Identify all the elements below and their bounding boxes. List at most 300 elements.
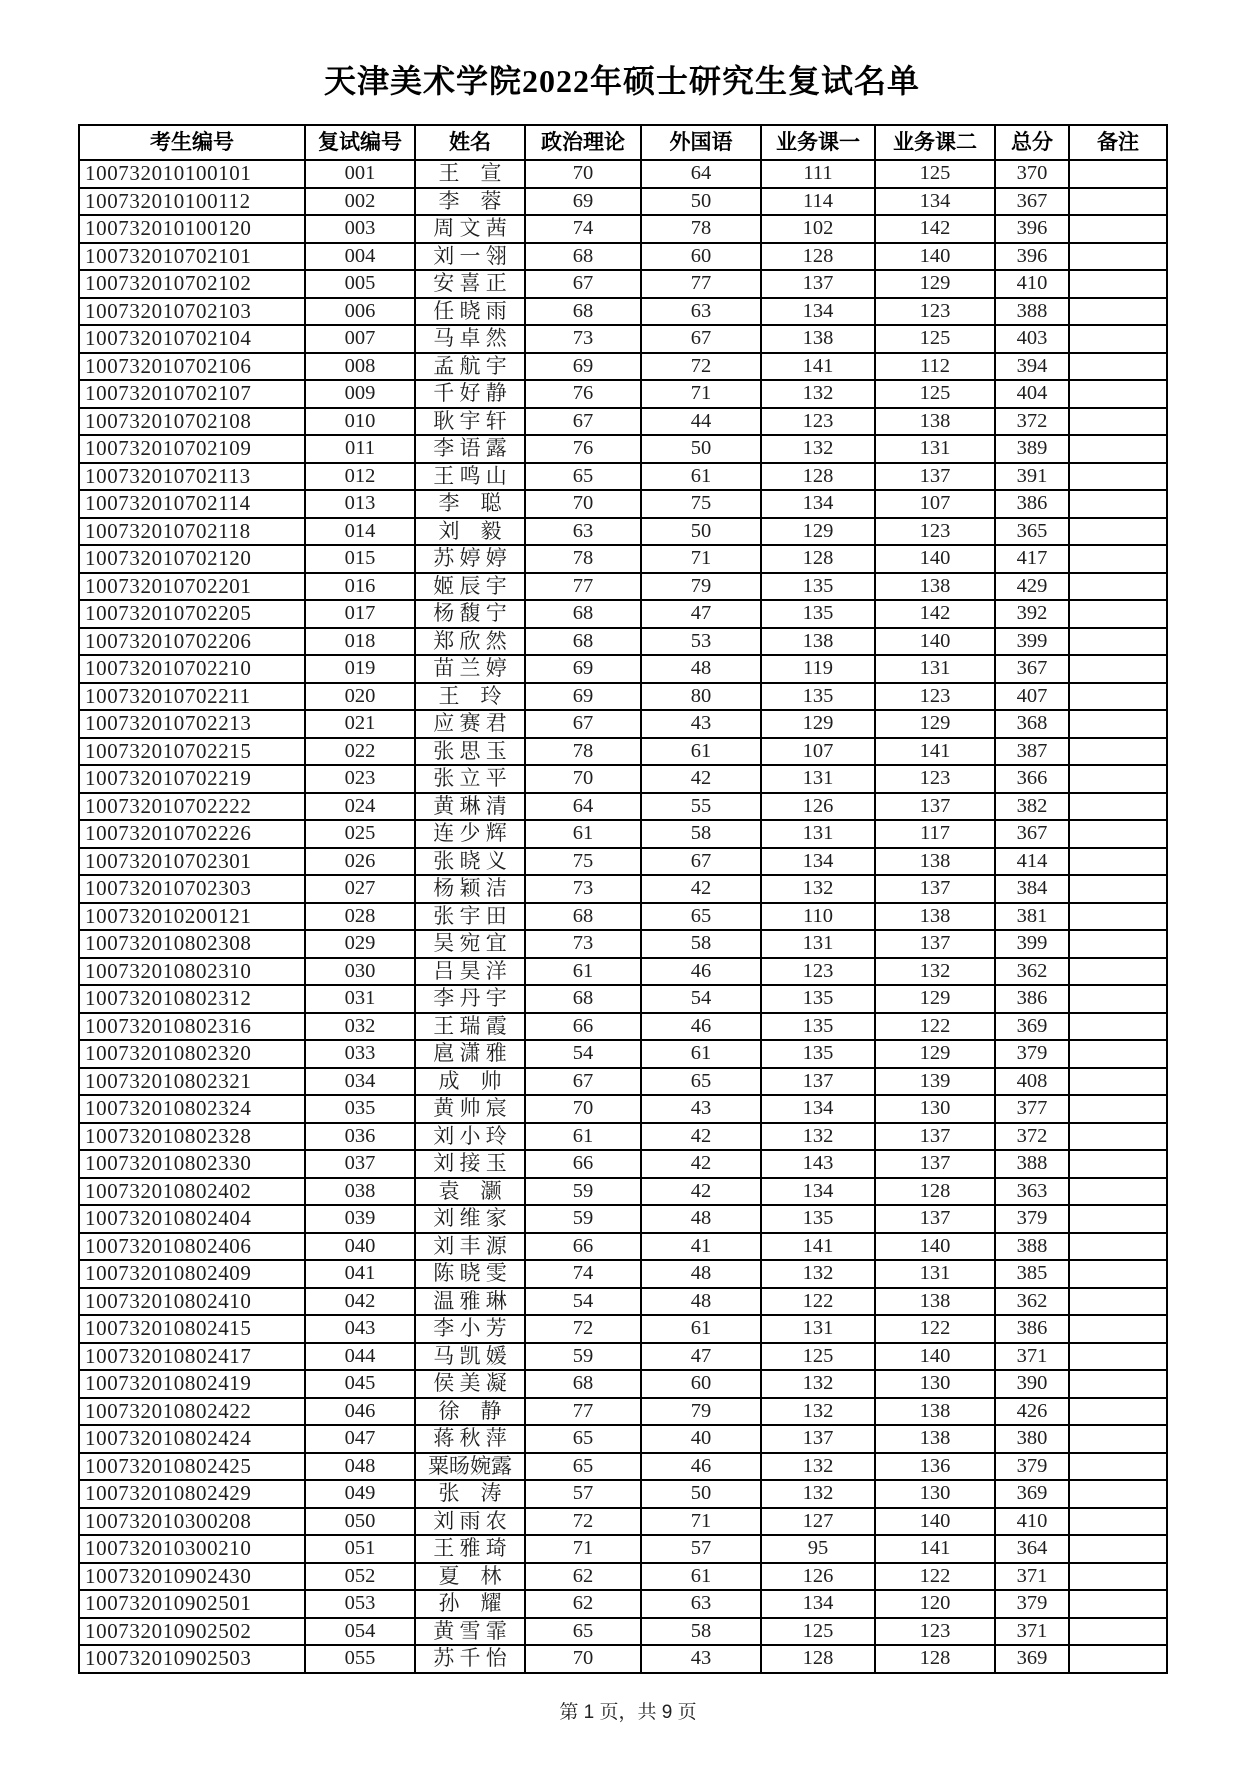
name-cell: 王 宣 [415,160,525,188]
politics-score-cell: 70 [525,1645,641,1673]
candidate-id-cell: 100732010702114 [79,490,305,518]
course2-score-cell: 120 [875,1590,995,1618]
remark-cell [1069,1315,1167,1343]
course1-score-cell: 138 [761,325,875,353]
table-row [79,628,1167,656]
table-row [79,710,1167,738]
politics-score-cell: 73 [525,325,641,353]
total-score-cell: 408 [995,1068,1069,1096]
politics-score-cell: 62 [525,1563,641,1591]
table-row [79,518,1167,546]
candidate-id-cell: 100732010802310 [79,958,305,986]
retest-code-cell: 001 [305,160,415,188]
foreign-language-score-cell: 60 [641,1370,761,1398]
course1-score-cell: 128 [761,545,875,573]
name-cell: 苏 千 怡 [415,1645,525,1673]
name-cell: 孙 耀 [415,1590,525,1618]
remark-cell [1069,1095,1167,1123]
retest-code-cell: 006 [305,298,415,326]
candidate-id-cell: 100732010802320 [79,1040,305,1068]
remark-cell [1069,408,1167,436]
foreign-language-score-cell: 61 [641,1563,761,1591]
remark-cell [1069,1343,1167,1371]
course1-score-cell: 135 [761,1040,875,1068]
politics-score-cell: 65 [525,1425,641,1453]
course1-score-cell: 134 [761,298,875,326]
retest-code-cell: 025 [305,820,415,848]
table-row [79,298,1167,326]
retest-code-cell: 028 [305,903,415,931]
foreign-language-score-cell: 58 [641,930,761,958]
foreign-language-score-cell: 78 [641,215,761,243]
candidate-id-cell: 100732010802425 [79,1453,305,1481]
total-score-cell: 370 [995,160,1069,188]
total-score-cell: 386 [995,1315,1069,1343]
candidate-id-cell: 100732010300210 [79,1535,305,1563]
course1-score-cell: 122 [761,1288,875,1316]
politics-score-cell: 57 [525,1480,641,1508]
remark-cell [1069,793,1167,821]
table-row [79,1645,1167,1673]
name-cell: 徐 静 [415,1398,525,1426]
course2-score-cell: 125 [875,160,995,188]
table-row [79,243,1167,271]
retest-code-cell: 045 [305,1370,415,1398]
table-row [79,408,1167,436]
politics-score-cell: 62 [525,1590,641,1618]
total-score-cell: 362 [995,1288,1069,1316]
foreign-language-score-cell: 77 [641,270,761,298]
total-score-cell: 381 [995,903,1069,931]
retest-code-cell: 015 [305,545,415,573]
retest-code-cell: 032 [305,1013,415,1041]
table-row [79,1040,1167,1068]
course2-score-cell: 122 [875,1315,995,1343]
table-row [79,353,1167,381]
name-cell: 任 晓 雨 [415,298,525,326]
table-row [79,1370,1167,1398]
remark-cell [1069,1233,1167,1261]
name-cell: 刘 小 玲 [415,1123,525,1151]
course2-score-cell: 128 [875,1178,995,1206]
table-row [79,215,1167,243]
politics-score-cell: 65 [525,1618,641,1646]
total-score-cell: 386 [995,985,1069,1013]
course1-score-cell: 141 [761,1233,875,1261]
retest-code-cell: 011 [305,435,415,463]
retest-code-cell: 052 [305,1563,415,1591]
remark-cell [1069,1288,1167,1316]
foreign-language-score-cell: 44 [641,408,761,436]
column-header: 政治理论 [525,125,641,160]
retest-code-cell: 021 [305,710,415,738]
course2-score-cell: 140 [875,1343,995,1371]
politics-score-cell: 68 [525,628,641,656]
course1-score-cell: 132 [761,380,875,408]
retest-code-cell: 034 [305,1068,415,1096]
candidate-id-cell: 100732010702118 [79,518,305,546]
course1-score-cell: 127 [761,1508,875,1536]
total-score-cell: 410 [995,270,1069,298]
politics-score-cell: 77 [525,573,641,601]
course2-score-cell: 138 [875,903,995,931]
retest-code-cell: 008 [305,353,415,381]
politics-score-cell: 65 [525,463,641,491]
retest-code-cell: 049 [305,1480,415,1508]
course1-score-cell: 137 [761,1068,875,1096]
total-score-cell: 366 [995,765,1069,793]
name-cell: 刘 毅 [415,518,525,546]
column-header: 姓名 [415,125,525,160]
retest-code-cell: 054 [305,1618,415,1646]
candidate-id-cell: 100732010802417 [79,1343,305,1371]
course2-score-cell: 123 [875,1618,995,1646]
foreign-language-score-cell: 47 [641,1343,761,1371]
retest-code-cell: 023 [305,765,415,793]
total-score-cell: 371 [995,1343,1069,1371]
total-score-cell: 389 [995,435,1069,463]
course2-score-cell: 130 [875,1095,995,1123]
course2-score-cell: 138 [875,848,995,876]
course2-score-cell: 129 [875,710,995,738]
remark-cell [1069,1535,1167,1563]
retest-code-cell: 038 [305,1178,415,1206]
politics-score-cell: 70 [525,1095,641,1123]
foreign-language-score-cell: 80 [641,683,761,711]
table-row [79,325,1167,353]
course2-score-cell: 141 [875,738,995,766]
course1-score-cell: 135 [761,1205,875,1233]
remark-cell [1069,958,1167,986]
total-score-cell: 385 [995,1260,1069,1288]
candidate-id-cell: 100732010702222 [79,793,305,821]
table-row [79,380,1167,408]
remark-cell [1069,1068,1167,1096]
name-cell: 安 喜 正 [415,270,525,298]
course2-score-cell: 140 [875,1233,995,1261]
course1-score-cell: 95 [761,1535,875,1563]
total-score-cell: 388 [995,1233,1069,1261]
table-row [79,1013,1167,1041]
total-score-cell: 368 [995,710,1069,738]
course2-score-cell: 138 [875,1425,995,1453]
retest-code-cell: 029 [305,930,415,958]
course2-score-cell: 107 [875,490,995,518]
remark-cell [1069,1480,1167,1508]
total-score-cell: 379 [995,1453,1069,1481]
name-cell: 刘 维 家 [415,1205,525,1233]
politics-score-cell: 78 [525,738,641,766]
total-score-cell: 390 [995,1370,1069,1398]
candidate-id-cell: 100732010802415 [79,1315,305,1343]
course1-score-cell: 134 [761,1590,875,1618]
course1-score-cell: 137 [761,270,875,298]
remark-cell [1069,1453,1167,1481]
name-cell: 扈 潇 雅 [415,1040,525,1068]
course1-score-cell: 135 [761,1013,875,1041]
remark-cell [1069,1150,1167,1178]
course2-score-cell: 138 [875,1288,995,1316]
candidate-id-cell: 100732010802316 [79,1013,305,1041]
candidate-id-cell: 100732010702113 [79,463,305,491]
remark-cell [1069,188,1167,216]
remark-cell [1069,380,1167,408]
table-row [79,655,1167,683]
total-score-cell: 377 [995,1095,1069,1123]
course2-score-cell: 123 [875,298,995,326]
retest-code-cell: 042 [305,1288,415,1316]
course1-score-cell: 131 [761,930,875,958]
course2-score-cell: 129 [875,985,995,1013]
foreign-language-score-cell: 50 [641,518,761,546]
foreign-language-score-cell: 64 [641,160,761,188]
retest-code-cell: 027 [305,875,415,903]
total-score-cell: 410 [995,1508,1069,1536]
remark-cell [1069,1425,1167,1453]
table-row [79,1480,1167,1508]
candidate-id-cell: 100732010702206 [79,628,305,656]
retest-code-cell: 040 [305,1233,415,1261]
politics-score-cell: 74 [525,1260,641,1288]
name-cell: 李 丹 宇 [415,985,525,1013]
course1-score-cell: 134 [761,490,875,518]
table-row [79,683,1167,711]
politics-score-cell: 61 [525,820,641,848]
candidate-id-cell: 100732010702211 [79,683,305,711]
foreign-language-score-cell: 61 [641,738,761,766]
foreign-language-score-cell: 75 [641,490,761,518]
candidate-id-cell: 100732010802328 [79,1123,305,1151]
remark-cell [1069,573,1167,601]
politics-score-cell: 54 [525,1040,641,1068]
politics-score-cell: 59 [525,1205,641,1233]
table-row [79,793,1167,821]
total-score-cell: 367 [995,188,1069,216]
table-row [79,958,1167,986]
total-score-cell: 367 [995,820,1069,848]
candidate-id-cell: 100732010702106 [79,353,305,381]
candidate-id-cell: 100732010802330 [79,1150,305,1178]
politics-score-cell: 73 [525,930,641,958]
table-row [79,1618,1167,1646]
foreign-language-score-cell: 79 [641,573,761,601]
table-row [79,188,1167,216]
name-cell: 马 卓 然 [415,325,525,353]
foreign-language-score-cell: 67 [641,848,761,876]
name-cell: 马 凯 媛 [415,1343,525,1371]
politics-score-cell: 54 [525,1288,641,1316]
total-score-cell: 367 [995,655,1069,683]
name-cell: 姬 辰 宇 [415,573,525,601]
politics-score-cell: 61 [525,1123,641,1151]
foreign-language-score-cell: 48 [641,1260,761,1288]
name-cell: 黄 帅 宸 [415,1095,525,1123]
name-cell: 粟旸婉露 [415,1453,525,1481]
candidate-id-cell: 100732010100120 [79,215,305,243]
total-score-cell: 371 [995,1563,1069,1591]
retest-code-cell: 033 [305,1040,415,1068]
remark-cell [1069,1260,1167,1288]
foreign-language-score-cell: 60 [641,243,761,271]
remark-cell [1069,655,1167,683]
politics-score-cell: 74 [525,215,641,243]
name-cell: 蒋 秋 萍 [415,1425,525,1453]
politics-score-cell: 70 [525,765,641,793]
candidate-id-cell: 100732010802422 [79,1398,305,1426]
table-row [79,1233,1167,1261]
name-cell: 张 宇 田 [415,903,525,931]
candidate-id-cell: 100732010702101 [79,243,305,271]
remark-cell [1069,490,1167,518]
candidate-id-cell: 100732010702301 [79,848,305,876]
politics-score-cell: 69 [525,353,641,381]
foreign-language-score-cell: 63 [641,1590,761,1618]
column-header: 业务课二 [875,125,995,160]
course2-score-cell: 112 [875,353,995,381]
remark-cell [1069,1618,1167,1646]
candidate-id-cell: 100732010802404 [79,1205,305,1233]
remark-cell [1069,1590,1167,1618]
course2-score-cell: 131 [875,655,995,683]
candidate-id-cell: 100732010100101 [79,160,305,188]
table-row [79,1123,1167,1151]
foreign-language-score-cell: 40 [641,1425,761,1453]
remark-cell [1069,738,1167,766]
foreign-language-score-cell: 48 [641,1288,761,1316]
foreign-language-score-cell: 46 [641,1013,761,1041]
politics-score-cell: 78 [525,545,641,573]
foreign-language-score-cell: 43 [641,710,761,738]
table-row [79,1590,1167,1618]
total-score-cell: 391 [995,463,1069,491]
foreign-language-score-cell: 54 [641,985,761,1013]
candidate-id-cell: 100732010702219 [79,765,305,793]
candidate-id-cell: 100732010702210 [79,655,305,683]
candidate-id-cell: 100732010702213 [79,710,305,738]
total-score-cell: 404 [995,380,1069,408]
retest-code-cell: 004 [305,243,415,271]
course1-score-cell: 129 [761,710,875,738]
total-score-cell: 399 [995,930,1069,958]
total-score-cell: 362 [995,958,1069,986]
name-cell: 李 蓉 [415,188,525,216]
course2-score-cell: 136 [875,1453,995,1481]
remark-cell [1069,848,1167,876]
course1-score-cell: 138 [761,628,875,656]
course2-score-cell: 125 [875,380,995,408]
politics-score-cell: 73 [525,875,641,903]
table-row [79,1150,1167,1178]
name-cell: 刘 丰 源 [415,1233,525,1261]
name-cell: 张 立 平 [415,765,525,793]
table-row [79,1068,1167,1096]
name-cell: 温 雅 琳 [415,1288,525,1316]
remark-cell [1069,215,1167,243]
total-score-cell: 371 [995,1618,1069,1646]
course2-score-cell: 130 [875,1480,995,1508]
table-row [79,490,1167,518]
politics-score-cell: 69 [525,188,641,216]
foreign-language-score-cell: 65 [641,1068,761,1096]
foreign-language-score-cell: 67 [641,325,761,353]
foreign-language-score-cell: 61 [641,1040,761,1068]
total-score-cell: 386 [995,490,1069,518]
foreign-language-score-cell: 48 [641,1205,761,1233]
course1-score-cell: 137 [761,1425,875,1453]
course2-score-cell: 129 [875,1040,995,1068]
name-cell: 杨 颖 洁 [415,875,525,903]
candidate-id-cell: 100732010300208 [79,1508,305,1536]
total-score-cell: 403 [995,325,1069,353]
table-row [79,738,1167,766]
remark-cell [1069,160,1167,188]
remark-cell [1069,325,1167,353]
retest-code-cell: 009 [305,380,415,408]
foreign-language-score-cell: 57 [641,1535,761,1563]
course1-score-cell: 129 [761,518,875,546]
remark-cell [1069,628,1167,656]
course2-score-cell: 123 [875,683,995,711]
candidate-id-cell: 100732010802424 [79,1425,305,1453]
remark-cell [1069,518,1167,546]
retest-code-cell: 031 [305,985,415,1013]
name-cell: 千 好 静 [415,380,525,408]
course1-score-cell: 123 [761,408,875,436]
table-row [79,573,1167,601]
foreign-language-score-cell: 47 [641,600,761,628]
retest-code-cell: 024 [305,793,415,821]
name-cell: 黄 琳 清 [415,793,525,821]
table-row [79,1095,1167,1123]
total-score-cell: 380 [995,1425,1069,1453]
politics-score-cell: 67 [525,270,641,298]
remark-cell [1069,1040,1167,1068]
remark-cell [1069,298,1167,326]
course1-score-cell: 132 [761,1398,875,1426]
course1-score-cell: 128 [761,243,875,271]
course2-score-cell: 139 [875,1068,995,1096]
foreign-language-score-cell: 79 [641,1398,761,1426]
politics-score-cell: 68 [525,298,641,326]
table-row [79,160,1167,188]
remark-cell [1069,985,1167,1013]
remark-cell [1069,545,1167,573]
retest-code-cell: 016 [305,573,415,601]
results-table [78,124,1168,1674]
politics-score-cell: 66 [525,1013,641,1041]
course2-score-cell: 138 [875,1398,995,1426]
retest-code-cell: 013 [305,490,415,518]
candidate-id-cell: 100732010802312 [79,985,305,1013]
politics-score-cell: 65 [525,1453,641,1481]
candidate-id-cell: 100732010902503 [79,1645,305,1673]
candidate-id-cell: 100732010702104 [79,325,305,353]
candidate-id-cell: 100732010702201 [79,573,305,601]
course1-score-cell: 132 [761,1123,875,1151]
name-cell: 黄 雪 霏 [415,1618,525,1646]
table-row [79,1288,1167,1316]
politics-score-cell: 72 [525,1508,641,1536]
politics-score-cell: 72 [525,1315,641,1343]
name-cell: 周 文 茜 [415,215,525,243]
course2-score-cell: 137 [875,1150,995,1178]
course2-score-cell: 142 [875,215,995,243]
course1-score-cell: 123 [761,958,875,986]
candidate-id-cell: 100732010802308 [79,930,305,958]
course1-score-cell: 135 [761,573,875,601]
foreign-language-score-cell: 55 [641,793,761,821]
retest-code-cell: 014 [305,518,415,546]
